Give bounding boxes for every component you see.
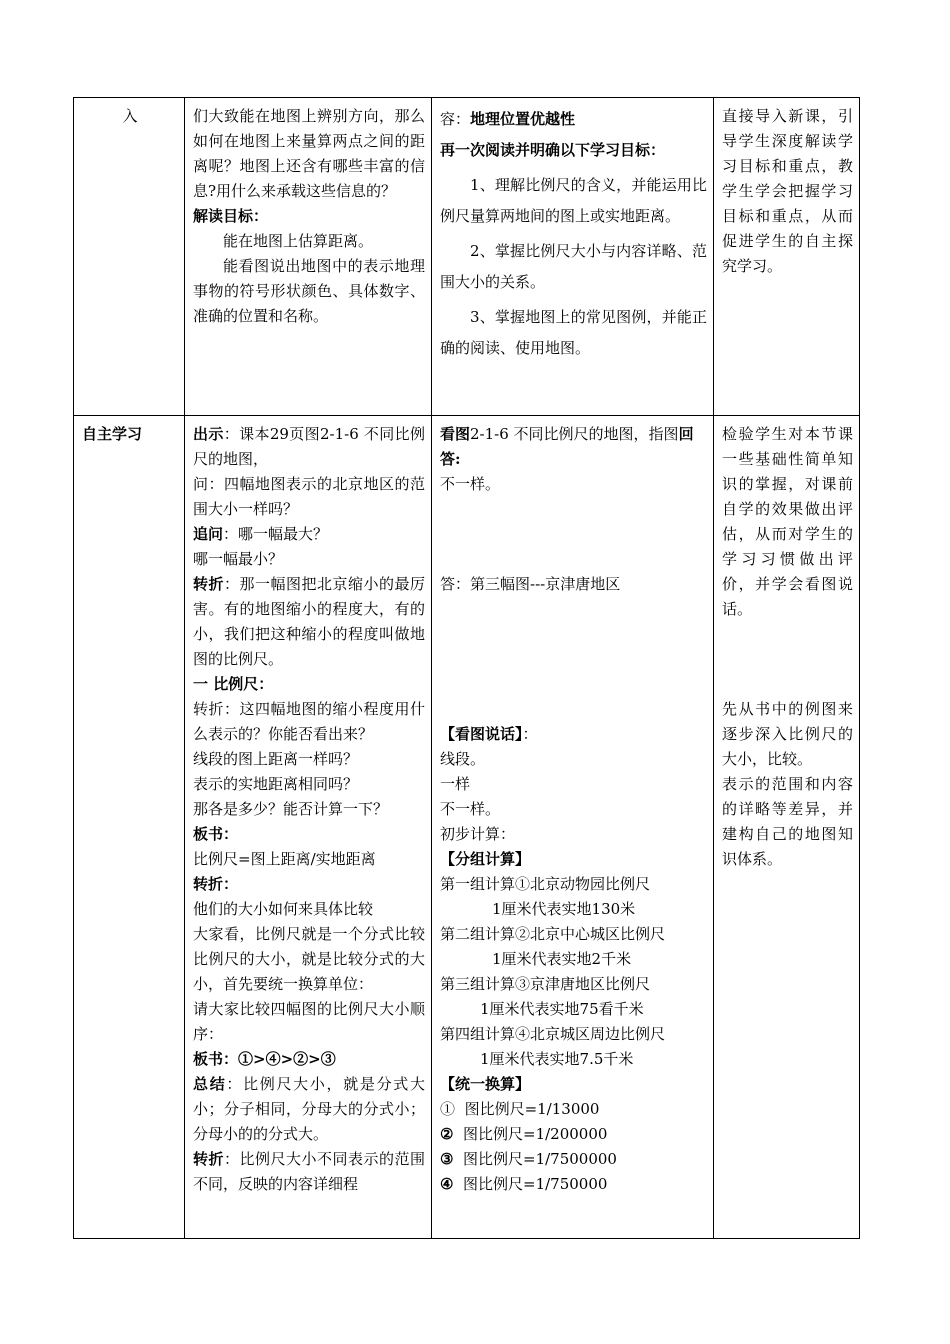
answer: 线段。 [440,750,486,768]
answer: 不一样。 [440,800,501,818]
answer: 一样 [440,775,471,793]
spacer [440,647,707,672]
group-line: 第一组计算①北京动物园比例尺 [440,875,651,893]
spacer [722,622,853,647]
group-detail: 1厘米代表实地7.5千米 [480,1050,634,1068]
scale-item: ③ 图比例尺=1/7500000 [440,1150,617,1168]
spacer [440,497,707,522]
section-heading: 一 比例尺： [193,675,274,693]
spacer [440,622,707,647]
teacher-cell-intro [185,98,432,416]
group-line: 第四组计算④北京城区周边比例尺 [440,1025,666,1043]
goal-item: 能看图说出地图中的表示地理事物的符号形状颜色、具体数字、准确的位置和名称。 [193,257,425,325]
scale-item: ② 图比例尺=1/200000 [440,1125,608,1143]
intent-text: 检验学生对本节课一些基础性简单知识的掌握，对课前自学的效果做出评估，从而对学生的学习习惯做出评价，并学会看图说话。 [722,425,853,618]
content-line: 容：地理位置优越性 [440,110,576,128]
answer: 初步计算： [440,825,516,843]
summary-line: 总结：比例尺大小，就是分式大小；分子相同，分母大的分式小；分母小的的分式大。 [193,1075,425,1143]
group-detail: 1厘米代表实地130米 [492,900,636,918]
goal-item: 能在地图上估算距离。 [223,232,374,250]
turn-label: 转折： [193,875,239,893]
formula: 比例尺=图上距离/实地距离 [193,850,376,868]
group-detail: 1厘米代表实地75看千米 [480,1000,644,1018]
teacher-text: 他们的大小如何来具体比较 [193,900,374,918]
intent-cell-self-study [714,416,860,1239]
teacher-cell-self-study [185,416,432,1239]
scale-item: ④ 图比例尺=1/750000 [440,1175,608,1193]
spacer [722,647,853,672]
student-cell-self-study [432,416,714,1239]
content-highlight: 地理位置优越性 [470,110,576,128]
talk-line: 【看图说话】： [440,725,538,743]
group-heading: 【分组计算】 [440,850,531,868]
question: 线段的图上距离一样吗？ [193,750,359,768]
spacer [440,597,707,622]
show-line: 出示：课本29页图2-1-6 不同比例尺的地图， [193,425,425,468]
answer: 不一样。 [440,475,501,493]
unify-heading: 【统一换算】 [440,1075,531,1093]
intent-text: 表示的范围和内容的详略等差异，并建构自己的地图知识体系。 [722,775,853,868]
answer: 答：第三幅图---京津唐地区 [440,575,621,593]
learning-goal: 2、掌握比例尺大小与内容详略、范围大小的关系。 [440,242,707,291]
student-cell-intro [432,98,714,416]
look-line: 看图2-1-6 不同比例尺的地图，指图回答: [440,425,694,468]
learning-goal: 3、掌握地图上的常见图例，并能正确的阅读、使用地图。 [440,308,707,357]
group-line: 第二组计算②北京中心城区比例尺 [440,925,666,943]
group-detail: 1厘米代表实地2千米 [492,950,632,968]
table-row-self-study [74,416,860,1239]
question: 那各是多少？能否计算一下？ [193,800,389,818]
intent-cell-intro: 直接导入新课，引导学生深度解读学习目标和重点，教学生学会把握学习目标和重点，从而促进学生的自主探究学习。 [714,98,860,416]
goals-heading: 再一次阅读并明确以下学习目标： [440,141,666,159]
turn-line: 转折：比例尺大小不同表示的范围不同，反映的内容详细程 [193,1150,425,1193]
turn-line: 转折：那一幅图把北京缩小的最厉害。有的地图缩小的程度大，有的小，我们把这种缩小的程度叫做地图的比例尺。 [193,575,425,668]
scale-item: ① 图比例尺=1/13000 [440,1100,600,1118]
stage-cell-self-study: 自主学习 [74,416,185,1239]
spacer [440,547,707,572]
turn-text: 转折：这四幅地图的缩小程度用什么表示的？你能否看出来？ [193,700,425,743]
board-line: 板书：①>④>②>③ [193,1050,336,1068]
group-line: 第三组计算③京津唐地区比例尺 [440,975,651,993]
spacer [440,522,707,547]
table-row-intro [74,98,860,416]
question: 问：四幅地图表示的北京地区的范围大小一样吗？ [193,475,425,518]
spacer [440,672,707,697]
board-label: 板书： [193,825,239,843]
question: 哪一幅最小？ [193,550,284,568]
spacer [722,672,853,697]
intent-text: 先从书中的例图来逐步深入比例尺的大小，比较。 [722,700,853,768]
stage-cell-intro: 入 [74,98,185,416]
teacher-text: 请大家比较四幅图的比例尺大小顺序： [193,1000,425,1043]
teacher-text: 们大致能在地图上辨别方向，那么如何在地图上来量算两点之间的距离呢？地图上还含有哪些丰富的信息?用什么来承载这些信息的？ [193,107,425,200]
learning-goal: 1、理解比例尺的含义，并能运用比例尺量算两地间的图上或实地距离。 [440,176,707,225]
spacer [440,697,707,722]
goal-label: 解读目标： [193,207,269,225]
question: 表示的实地距离相同吗？ [193,775,359,793]
followup-line: 追问：哪一幅最大？ [193,525,329,543]
lesson-plan-table [73,97,860,1239]
teacher-text: 大家看，比例尺就是一个分式比较比例尺的大小，就是比较分式的大小，首先要统一换算单位： [193,925,425,993]
